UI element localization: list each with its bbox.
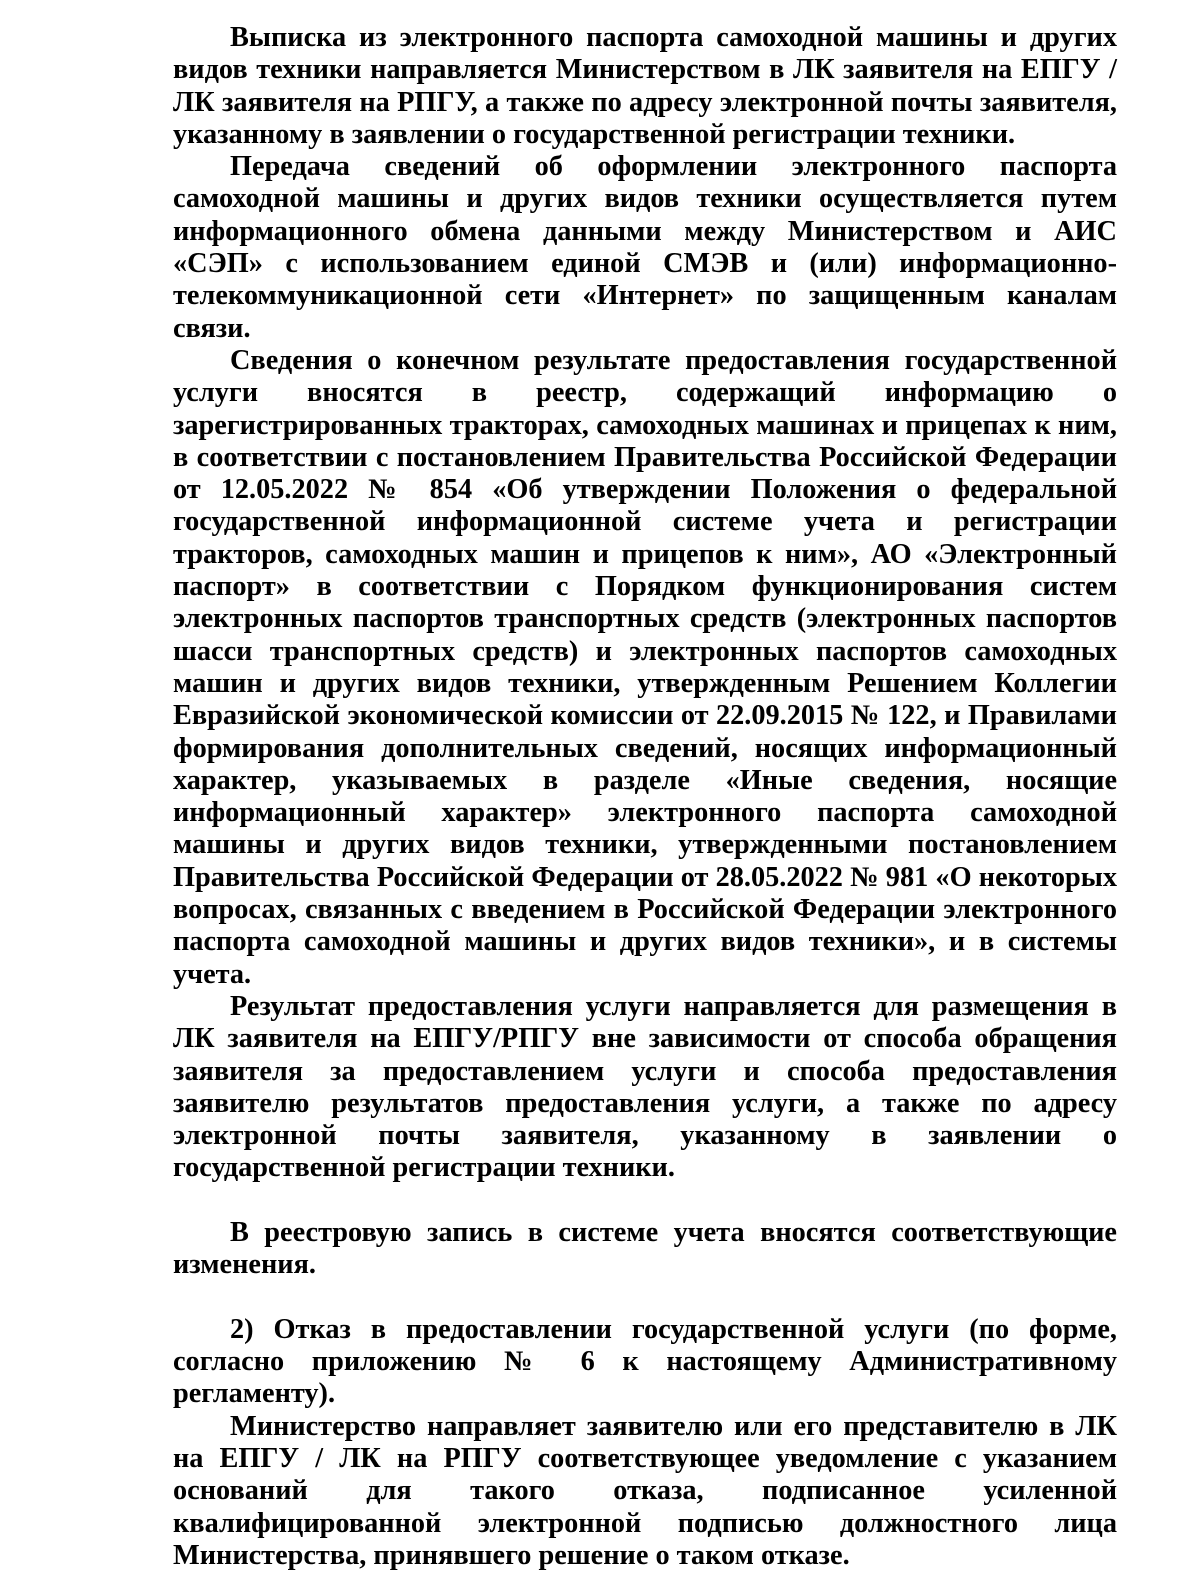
paragraph-registry-changes: В реестровую запись в системе учета вносятся соответствующие изменения. — [173, 1216, 1117, 1281]
paragraph-refusal-notice: Министерство направляет заявителю или его представителю в ЛК на ЕПГУ / ЛК на РПГУ соответствующее уведомление с указанием оснований для такого отказа, подписанное усиленной квалифицированной электронной подписью должностного лица Министерства, принявшего решение о таком отказе. — [173, 1410, 1117, 1571]
paragraph-spacer — [173, 1185, 1117, 1217]
paragraph-refusal-item: 2) Отказ в предоставлении государственной услуги (по форме, согласно приложению № 6 к настоящему Административному регламенту). — [173, 1313, 1117, 1410]
paragraph-data-transfer: Передача сведений об оформлении электронного паспорта самоходной машины и других видов техники осуществляется путем информационного обмена данными между Министерством и АИС «СЭП» с использованием единой СМЭВ и (или) информационно-телекоммуникационной сети «Интернет» по защищенным каналам связи. — [173, 151, 1117, 344]
paragraph-extract-sending: Выписка из электронного паспорта самоходной машины и других видов техники направляется Министерством в ЛК заявителя на ЕПГУ / ЛК заявителя на РПГУ, а также по адресу электронной почты заявителя, указанному в заявлении о государственной регистрации техники. — [173, 22, 1117, 150]
paragraph-spacer — [173, 1282, 1117, 1314]
paragraph-service-result: Результат предоставления услуги направляется для размещения в ЛК заявителя на ЕПГУ/РПГУ вне зависимости от способа обращения заявителя за предоставлением услуги и способа предоставления заявителю результатов предоставления услуги, а также по адресу электронной почты заявителя, указанному в заявлении о государственной регистрации техники. — [173, 990, 1117, 1184]
document-page — [173, 22, 1117, 1572]
paragraph-registry-info: Сведения о конечном результате предоставления государственной услуги вносятся в реестр, содержащий информацию о зарегистрированных тракторах, самоходных машинах и прицепах к ним, в соответствии с постановлением Правительства Российской Федерации от 12.05.2022 № 854 «Об утверждении Положения о федеральной государственной информационной системе учета и регистрации тракторов, самоходных машин и прицепов к ним», АО «Электронный паспорт» в соответствии с Порядком функционирования систем электронных паспортов транспортных средств (электронных паспортов шасси транспортных средств) и электронных паспортов самоходных машин и других видов техники, утвержденным Решением Коллегии Евразийской экономической комиссии от 22.09.2015 № 122, и Правилами формирования дополнительных сведений, носящих информационный характер, указываемых в разделе «Иные сведения, носящие информационный характер» электронного паспорта самоходной машины и других видов техники, утвержденными постановлением Правительства Российской Федерации от 28.05.2022 № 981 «О некоторых вопросах, связанных с введением в Российской Федерации электронного паспорта самоходной машины и других видов техники», и в системы учета. — [173, 344, 1117, 990]
